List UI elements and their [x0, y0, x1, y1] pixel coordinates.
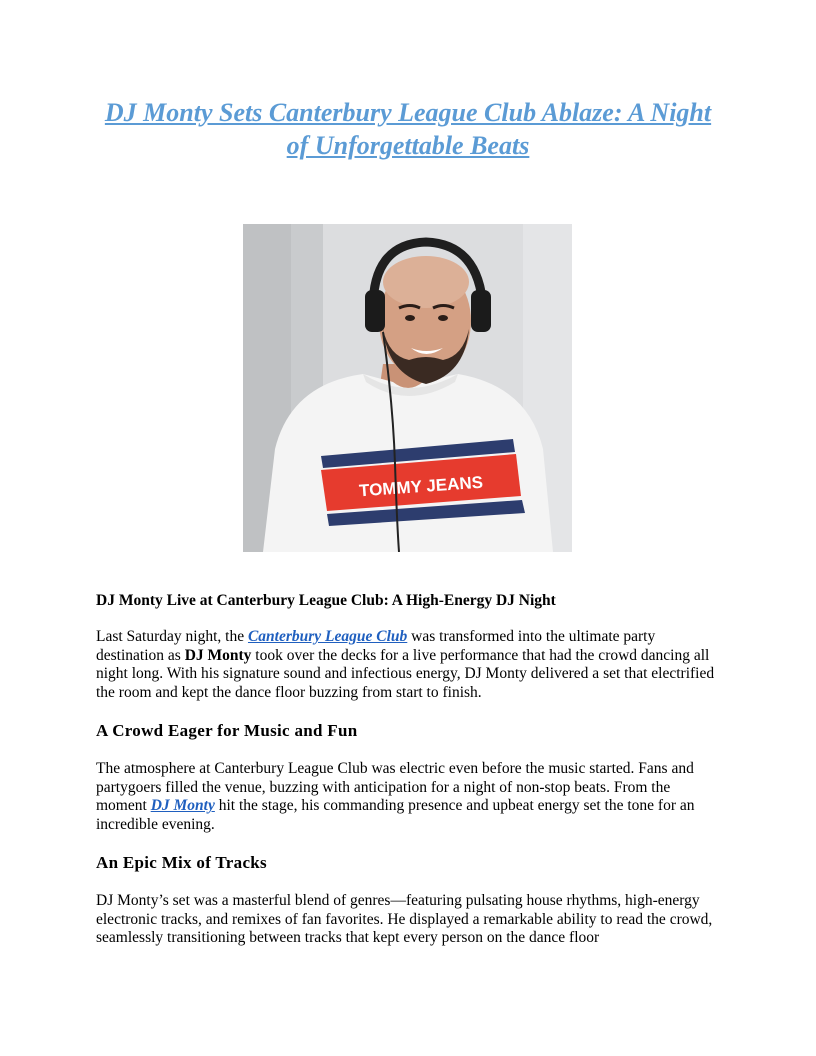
canterbury-league-club-link[interactable]: Canterbury League Club [247, 628, 408, 645]
article-title[interactable]: DJ Monty Sets Canterbury League Club Ablaze: A Night of Unforgettable Beats [104, 98, 712, 160]
intro-paragraph: Last Saturday night, the Canterbury League Club was transformed into the ultimate party destination as DJ Monty took over the decks for a live performance that had the crowd dancing all night long. With his signature sound and infectious energy, DJ Monty delivered a set that electrified the room and kept the dance floor buzzing from start to finish. [96, 628, 715, 701]
crowd-paragraph: The atmosphere at Canterbury League Club was electric even before the music started. Fans and partygoers filled the venue, buzzing with anticipation for a night of non-stop beats. From the moment DJ Monty hit the stage, his commanding presence and upbeat energy set the tone for an incredible evening. [96, 760, 695, 833]
shirt-logo-text: TOMMY JEANS [358, 472, 484, 501]
section-heading-tracks: An Epic Mix of Tracks [96, 853, 267, 872]
lead-heading: DJ Monty Live at Canterbury League Club: A High-Energy DJ Night [96, 592, 556, 609]
dj-photo [243, 224, 572, 552]
tracks-paragraph: DJ Monty’s set was a masterful blend of genres—featuring pulsating house rhythms, high-energy electronic tracks, and remixes of fan favorites. He displayed a remarkable ability to read the crowd, seamlessly transitioning between tracks that kept every person on the dance floor [96, 892, 713, 947]
section-heading-crowd: A Crowd Eager for Music and Fun [96, 721, 358, 740]
dj-monty-link[interactable]: DJ Monty [150, 797, 215, 815]
